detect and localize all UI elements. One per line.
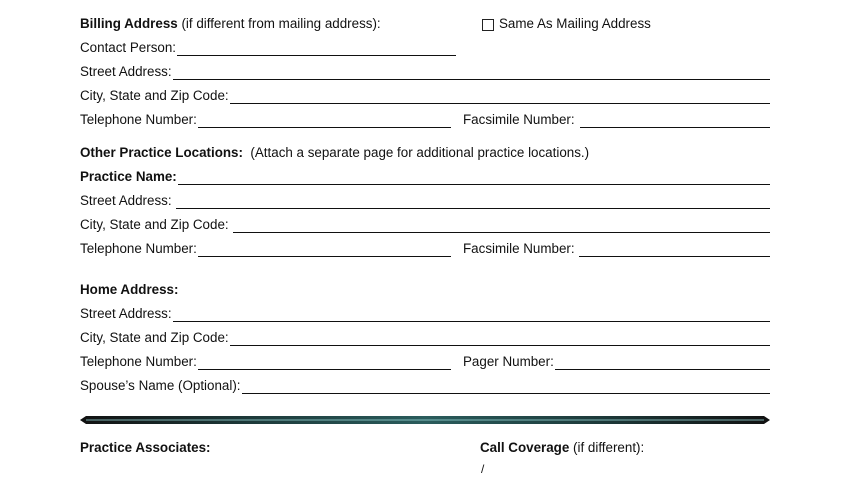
- home-pager-field[interactable]: [555, 355, 770, 370]
- other-city-row: [80, 215, 770, 233]
- billing-street-label: Street Address:: [80, 64, 172, 79]
- practice-name-label: Practice Name:: [80, 169, 177, 184]
- home-city-field[interactable]: [230, 331, 770, 346]
- billing-contact-field[interactable]: [177, 41, 456, 56]
- call-coverage-label: Call Coverage: [480, 440, 570, 455]
- home-header-row: [80, 280, 770, 298]
- home-pager-label: Pager Number:: [463, 354, 554, 369]
- home-street-label: Street Address:: [80, 306, 172, 321]
- home-spouse-row: [80, 376, 770, 394]
- billing-city-label: City, State and Zip Code:: [80, 88, 229, 103]
- section-divider: [80, 415, 770, 425]
- same-as-mailing-checkbox[interactable]: [482, 19, 494, 31]
- billing-header-row: [80, 14, 770, 32]
- call-coverage-note: (if different):: [569, 440, 645, 455]
- billing-city-row: [80, 86, 770, 104]
- same-as-mailing-label: Same As Mailing Address: [499, 16, 651, 31]
- home-spouse-field[interactable]: [242, 379, 770, 394]
- billing-title: Billing Address: [80, 16, 178, 31]
- other-header-row: [80, 143, 770, 161]
- billing-phone-field[interactable]: [198, 113, 451, 128]
- coverage-row: [480, 438, 770, 456]
- billing-phone-row: [80, 110, 770, 128]
- other-street-row: [80, 191, 770, 209]
- other-fax-field[interactable]: [579, 242, 770, 257]
- practice-name-row: [80, 167, 770, 185]
- other-fax-label: Facsimile Number:: [463, 241, 579, 256]
- other-phone-field[interactable]: [198, 242, 451, 257]
- other-title: Other Practice Locations:: [80, 145, 243, 160]
- practice-associates-label: Practice Associates:: [80, 440, 211, 455]
- billing-fax-label: Facsimile Number:: [463, 112, 575, 127]
- other-city-label: City, State and Zip Code:: [80, 217, 233, 232]
- billing-contact-label: Contact Person:: [80, 40, 177, 55]
- home-city-label: City, State and Zip Code:: [80, 330, 229, 345]
- home-spouse-label: Spouse’s Name (Optional):: [80, 378, 241, 393]
- home-phone-label: Telephone Number:: [80, 354, 197, 369]
- billing-fax-field[interactable]: [580, 113, 770, 128]
- same-as-mailing-option[interactable]: [482, 16, 651, 32]
- home-street-row: [80, 304, 770, 322]
- other-phone-row: [80, 239, 770, 257]
- other-note: (Attach a separate page for additional practice locations.): [242, 145, 590, 160]
- home-city-row: [80, 328, 770, 346]
- billing-contact-row: [80, 38, 456, 56]
- practice-name-field[interactable]: [178, 170, 770, 185]
- other-city-field[interactable]: [233, 218, 770, 233]
- billing-street-row: [80, 62, 770, 80]
- billing-phone-label: Telephone Number:: [80, 112, 197, 127]
- billing-city-field[interactable]: [230, 89, 770, 104]
- home-phone-field[interactable]: [198, 355, 451, 370]
- billing-note: (if different from mailing address):: [177, 16, 381, 31]
- billing-street-field[interactable]: [173, 65, 770, 80]
- home-phone-row: [80, 352, 770, 370]
- other-street-field[interactable]: [176, 194, 770, 209]
- associates-row: [80, 438, 380, 456]
- other-phone-label: Telephone Number:: [80, 241, 197, 256]
- home-street-field[interactable]: [173, 307, 770, 322]
- home-title: Home Address:: [80, 282, 179, 297]
- coverage-slash: /: [481, 462, 485, 476]
- other-street-label: Street Address:: [80, 193, 176, 208]
